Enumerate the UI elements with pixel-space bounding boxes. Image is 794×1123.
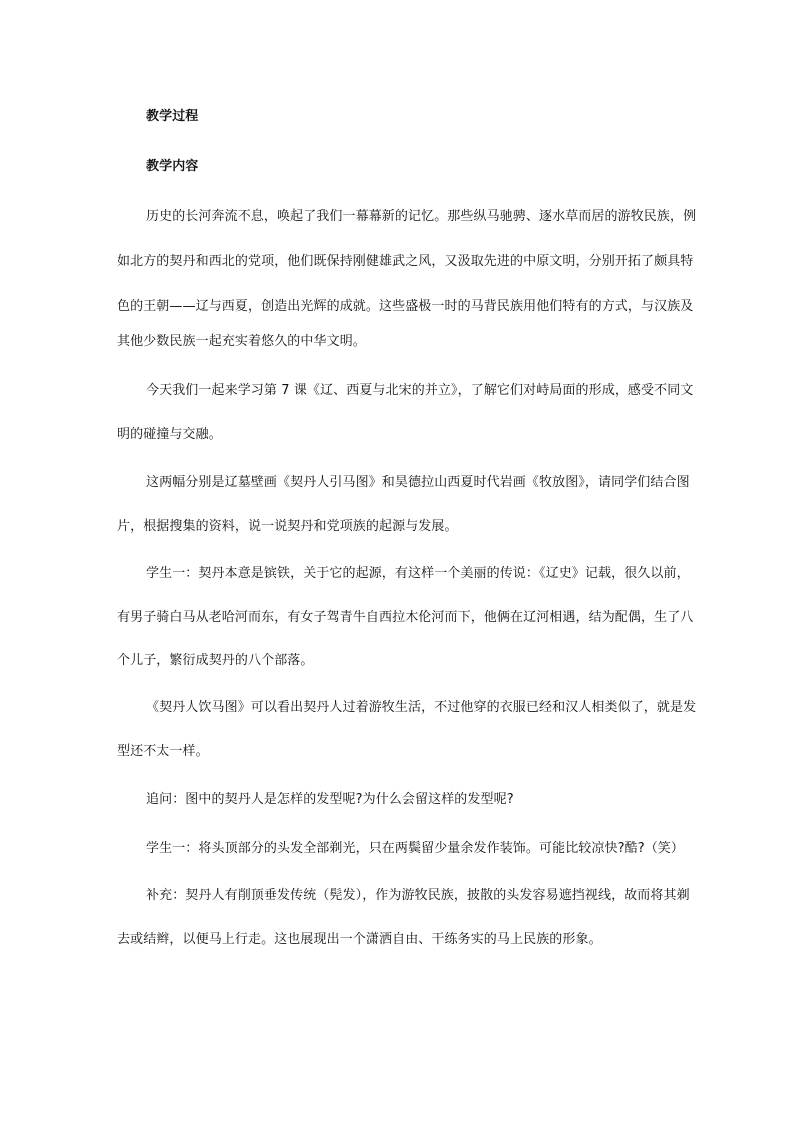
paragraph-8-line-1: 补充：契丹人有削顶垂发传统（髡发），作为游牧民族，披散的头发容易遮挡视线，故而将其剃 — [146, 888, 690, 903]
paragraph-3-line-1: 这两幅分别是辽墓壁画《契丹人引马图》和昊德拉山西夏时代岩画《牧放图》，请同学们结合图 — [146, 475, 690, 490]
paragraph-1-line-4: 其他少数民族一起充实着悠久的中华文明。 — [117, 334, 366, 349]
paragraph-3-line-2: 片，根据搜集的资料，说一说契丹和党项族的起源与发展。 — [117, 519, 458, 534]
paragraph-4-line-3: 个儿子，繁衍成契丹的八个部落。 — [117, 653, 314, 668]
heading-teaching-content: 教学内容 — [146, 159, 199, 174]
heading-teaching-process: 教学过程 — [146, 109, 199, 124]
paragraph-1-line-1: 历史的长河奔流不息，唤起了我们一幕幕新的记忆。那些纵马驰骋、逐水草而居的游牧民族，例 — [146, 209, 697, 224]
paragraph-4-line-2: 有男子骑白马从老哈河而东，有女子驾青牛自西拉木伦河而下，他俩在辽河相遇，结为配偶，生了八 — [117, 610, 694, 625]
paragraph-1-line-2: 如北方的契丹和西北的党项，他们既保持刚健雄武之风，又汲取先进的中原文明，分别开拓了颇具特 — [117, 254, 694, 269]
paragraph-8-line-2: 去或结辫，以便马上行走。这也展现出一个潇洒自由、干练务实的马上民族的形象。 — [117, 932, 602, 947]
paragraph-4-line-1: 学生一：契丹本意是镔铁，关于它的起源，有这样一个美丽的传说：《辽史》记载，很久以前， — [146, 566, 690, 581]
paragraph-6-line-1: 追问：图中的契丹人是怎样的发型呢?为什么会留这样的发型呢? — [146, 792, 514, 807]
paragraph-2-line-1: 今天我们一起来学习第 7 课《辽、西夏与北宋的并立》，了解它们对峙局面的形成，感受不同文 — [146, 383, 694, 398]
paragraph-1-line-3: 色的王朝——辽与西夏，创造出光辉的成就。这些盛极一时的马背民族用他们特有的方式，与汉族及 — [117, 299, 694, 314]
paragraph-2-line-2: 明的碰撞与交融。 — [117, 427, 222, 442]
paragraph-7-line-1: 学生一：将头顶部分的头发全部剃光，只在两鬓留少量余发作装饰。可能比较凉快?酷?（笑） — [146, 841, 684, 856]
paragraph-5-line-2: 型还不太一样。 — [117, 744, 209, 759]
paragraph-5-line-1: 《契丹人饮马图》可以看出契丹人过着游牧生活，不过他穿的衣服已经和汉人相类似了，就是发 — [146, 700, 697, 715]
